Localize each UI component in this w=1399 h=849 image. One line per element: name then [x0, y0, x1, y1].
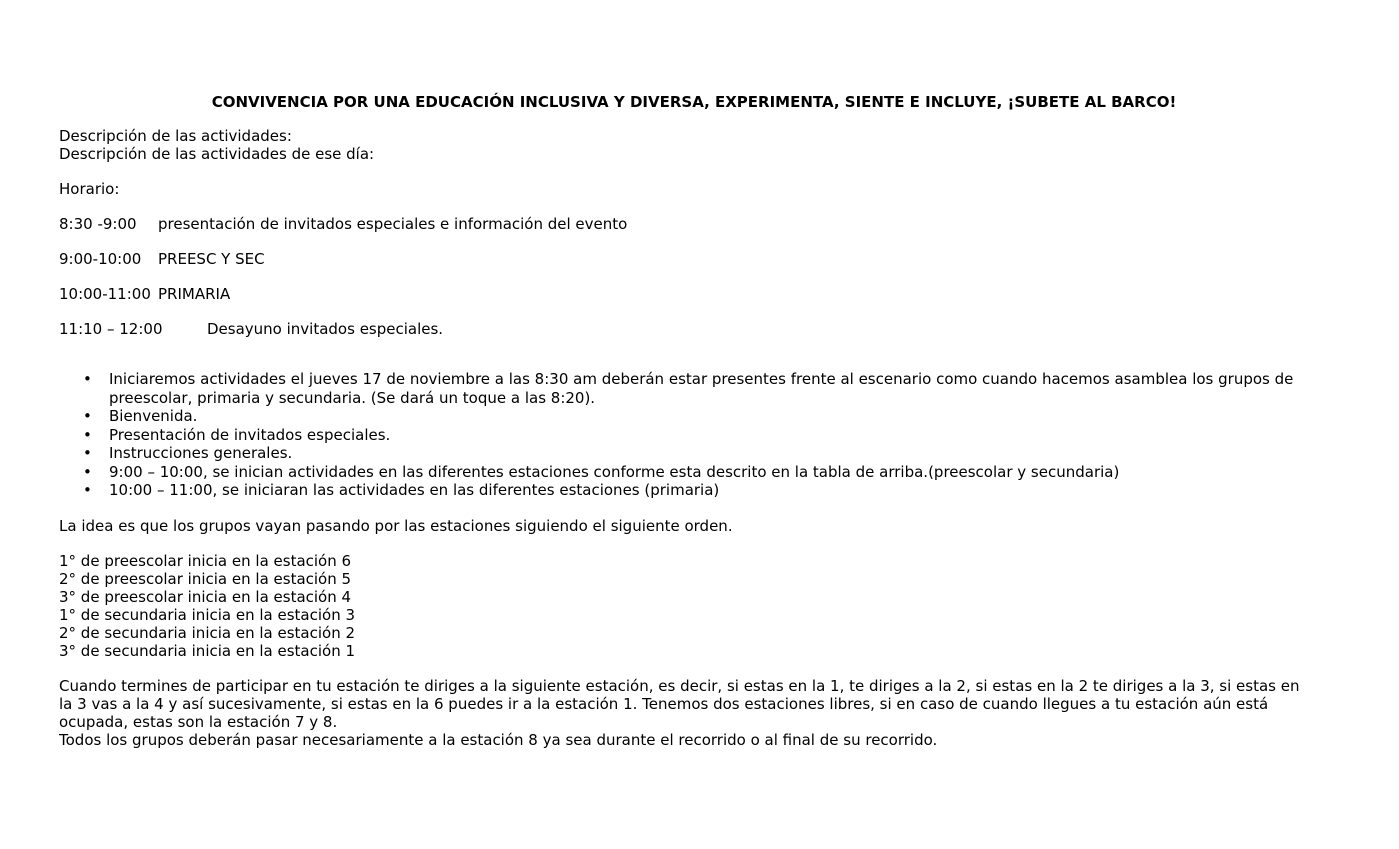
bullet-text: Instrucciones generales. — [109, 444, 293, 462]
group-order-item: 1° de secundaria inicia en la estación 3 — [59, 605, 356, 624]
activity-bullet-list — [59, 370, 1329, 500]
bullet-text: Iniciaremos actividades el jueves 17 de noviembre a las 8:30 am deberán estar presentes frente al escenario como cuando hacemos asamblea los grupos de preescolar, primaria y secundaria. (Se dará un toque a las 8:20). — [109, 370, 1294, 407]
order-intro: La idea es que los grupos vayan pasando por las estaciones siguiendo el siguiente orden. — [59, 516, 733, 535]
bullet-text: 10:00 – 11:00, se iniciaran las actividades en las diferentes estaciones (primaria) — [109, 481, 720, 499]
schedule-activity: PREESC Y SEC — [158, 250, 265, 268]
schedule-row — [59, 285, 1329, 303]
schedule-label: Horario: — [59, 180, 120, 198]
schedule-time: 11:10 – 12:00 — [59, 320, 163, 338]
group-order-item: 1° de preescolar inicia en la estación 6 — [59, 551, 352, 570]
paragraph-line: Cuando termines de participar en tu estación te diriges a la siguiente estación, es decir, si estas en la 1, te diriges a la 2, si estas en la 2 te diriges a la 3, si estas en — [59, 676, 1300, 695]
bullet-item — [59, 407, 1329, 426]
bullet-item — [59, 426, 1329, 445]
group-order-list — [59, 552, 1329, 660]
paragraph-line: ocupada, estas son la estación 7 y 8. — [59, 712, 338, 731]
schedule-row — [59, 320, 1329, 338]
group-order-item: 3° de preescolar inicia en la estación 4 — [59, 587, 352, 606]
schedule-activity: Desayuno invitados especiales. — [207, 320, 444, 338]
paragraph-line: la 3 vas a la 4 y así sucesivamente, si estas en la 6 puedes ir a la estación 1. Tenemos dos estaciones libres, si en caso de cuando llegues a tu estación aún está — [59, 694, 1269, 713]
schedule-activity: PRIMARIA — [158, 285, 231, 303]
group-order-item: 2° de preescolar inicia en la estación 5 — [59, 569, 352, 588]
group-order-item: 3° de secundaria inicia en la estación 1 — [59, 641, 356, 660]
schedule-row — [59, 250, 1329, 268]
bullet-icon: • — [83, 481, 92, 499]
schedule-time: 8:30 -9:00 — [59, 215, 137, 233]
day-activities-description-label: Descripción de las actividades de ese día: — [59, 145, 375, 163]
bullet-item — [59, 444, 1329, 463]
document-title: CONVIVENCIA POR UNA EDUCACIÓN INCLUSIVA Y DIVERSA, EXPERIMENTA, SIENTE E INCLUYE, ¡SUBETE AL BARCO! — [211, 93, 1177, 111]
schedule-activity: presentación de invitados especiales e información del evento — [158, 215, 628, 233]
bullet-icon: • — [83, 370, 92, 388]
bullet-item — [59, 481, 1329, 500]
activities-description-label: Descripción de las actividades: — [59, 127, 292, 145]
bullet-text: Presentación de invitados especiales. — [109, 425, 391, 444]
schedule-time: 9:00-10:00 — [59, 250, 142, 268]
rotation-instructions-paragraph — [59, 677, 1329, 749]
bullet-icon: • — [83, 444, 92, 462]
schedule-row — [59, 215, 1329, 233]
bullet-item — [59, 370, 1329, 407]
bullet-text: 9:00 – 10:00, se inician actividades en las diferentes estaciones conforme esta descrito en la tabla de arriba.(preescolar y secundaria) — [109, 462, 1120, 481]
bullet-icon: • — [83, 407, 92, 425]
document-page — [59, 93, 1329, 749]
bullet-item — [59, 463, 1329, 482]
group-order-item: 2° de secundaria inicia en la estación 2 — [59, 623, 356, 642]
schedule-time: 10:00-11:00 — [59, 285, 151, 303]
bullet-icon: • — [83, 425, 92, 444]
bullet-text: Bienvenida. — [109, 407, 198, 425]
final-note: Todos los grupos deberán pasar necesariamente a la estación 8 ya sea durante el recorrido o al final de su recorrido. — [59, 730, 938, 749]
bullet-icon: • — [83, 462, 92, 481]
